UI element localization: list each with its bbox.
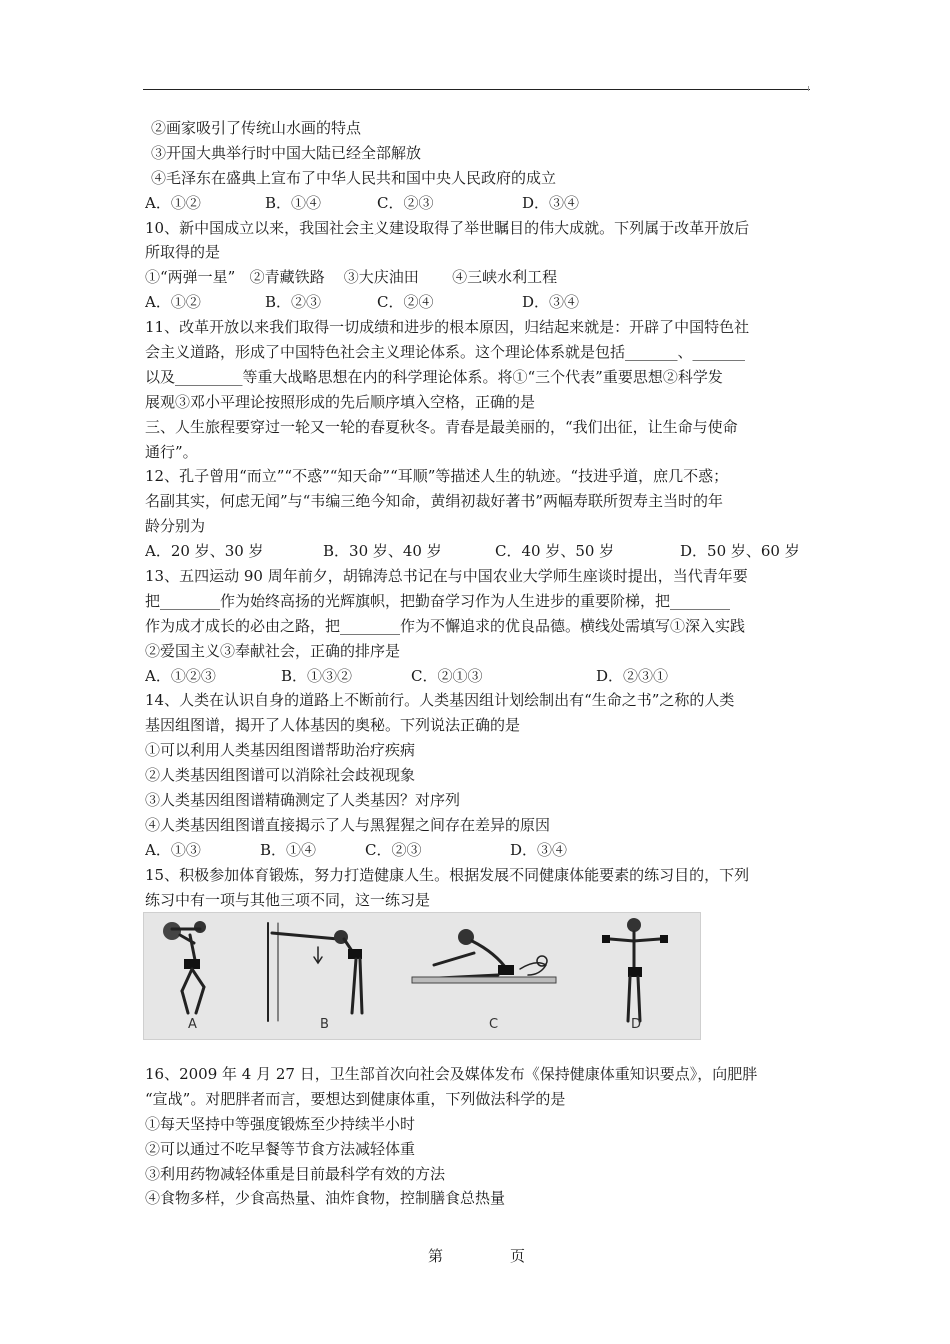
q11-stem: 会主义道路，形成了中国特色社会主义理论体系。这个理论体系就是包括_______、_______: [145, 343, 746, 362]
q13-stem: 把________作为始终高扬的光辉旗帜，把勤奋学习作为人生进步的重要阶梯，把________: [145, 591, 731, 610]
q12-stem: 龄分别为: [145, 517, 206, 536]
q14-item: ④人类基因组图谱直接揭示了人与黑猩猩之间存在差异的原因: [145, 815, 551, 834]
option: C．②③: [377, 193, 434, 212]
q12-options: [145, 539, 813, 564]
q14-item: ①可以利用人类基因组图谱帮助治疗疾病: [145, 741, 416, 760]
q16-item: ④食物多样，少食高热量、油炸食物，控制膳食总热量: [145, 1189, 506, 1208]
text-line: ④毛泽东在盛典上宣布了中华人民共和国中央人民政府的成立: [151, 168, 557, 187]
option: B．①④: [260, 840, 317, 859]
q14-item: ③人类基因组图谱精确测定了人类基因？对序列: [145, 791, 461, 810]
q14-item: ②人类基因组图谱可以消除社会歧视现象: [145, 766, 416, 785]
text-line: ②画家吸引了传统山水画的特点: [151, 119, 362, 137]
option: D．③④: [522, 193, 580, 212]
figure-c-forward-bend: [412, 929, 556, 983]
option: D．③④: [510, 840, 568, 859]
q13-stem: 作为成才成长的必由之路，把________作为不懈追求的优良品德。横线处需填写①深入实践: [145, 616, 746, 635]
figure-label-b: B: [320, 1017, 329, 1032]
q14-stem: 基因组图谱，揭开了人体基因的奥秘。下列说法正确的是: [145, 716, 521, 735]
option: B．30 岁、40 岁: [323, 542, 442, 561]
option: A．①②: [145, 293, 201, 312]
q11-stem: 以及_________等重大战略思想在内的科学理论体系。将①“三个代表”重要思想②科学发: [145, 367, 723, 386]
figure-a-squat: [163, 921, 206, 1013]
option: B．①④: [265, 193, 322, 212]
option: B．②③: [265, 293, 322, 312]
q16-item: ③利用药物减轻体重是目前最科学有效的方法: [145, 1164, 446, 1183]
q12-stem: 名副其实，何虑无闻”与“韦编三绝今知命，黄绢初裁好著书”两幅寿联所贺寿主当时的年: [145, 492, 724, 511]
q15-stem: 练习中有一项与其他三项不同，这一练习是: [145, 890, 431, 909]
q13-stem: 13、五四运动 90 周年前夕，胡锦涛总书记在与中国农业大学师生座谈时提出，当代青年要: [145, 567, 748, 586]
q15-stem: 15、积极参加体育锻炼，努力打造健康人生。根据发展不同健康体能要素的练习目的，下列: [145, 865, 750, 884]
q10-stem: 10、新中国成立以来，我国社会主义建设取得了举世瞩目的伟大成就。下列属于改革开放后: [145, 218, 750, 237]
figure-label-a: A: [188, 1017, 197, 1032]
q9-options: [145, 191, 813, 216]
q10-options: [145, 290, 813, 315]
option: C．40 岁、50 岁: [495, 542, 615, 561]
header-rule: [143, 89, 810, 90]
exercise-figure: [143, 912, 701, 1040]
option: A．①②③: [145, 666, 216, 685]
q14-options: [145, 838, 813, 863]
option: C．②④: [377, 293, 434, 312]
option: A．①②: [145, 193, 201, 212]
section-heading: 三、人生旅程要穿过一轮又一轮的春夏秋冬。青春是最美丽的，“我们出征，让生命与使命: [145, 417, 738, 436]
question-text-top: [145, 116, 813, 913]
footer-page-label-left: 第: [428, 1247, 444, 1265]
q14-stem: 14、人类在认识自身的道路上不断前行。人类基因组计划绘制出有“生命之书”之称的人类: [145, 691, 735, 710]
option: A．①③: [145, 840, 201, 859]
q10-items: ①“两弹一星” ②青藏铁路 ③大庆油田 ④三峡水利工程: [145, 268, 558, 287]
footer-page-label-right: 页: [510, 1247, 526, 1265]
option: A．20 岁、30 岁: [145, 542, 264, 561]
q16-stem: 16、2009 年 4 月 27 日，卫生部首次向社会及媒体发布《保持健康体重知识要点》，向肥胖: [145, 1065, 758, 1083]
option: D．③④: [522, 293, 580, 312]
q13-stem: ②爱国主义③奉献社会，正确的排序是: [145, 641, 401, 660]
q16-stem: “宣战”。对肥胖者而言，要想达到健康体重，下列做法科学的是: [145, 1089, 566, 1108]
figure-label-d: D: [631, 1017, 642, 1032]
q13-options: [145, 664, 813, 689]
header-rule-tick: [808, 86, 809, 91]
option: D．②③①: [596, 666, 669, 685]
q16-item: ①每天坚持中等强度锻炼至少持续半小时: [145, 1114, 416, 1133]
q16-item: ②可以通过不吃早餐等节食方法减轻体重: [145, 1139, 416, 1158]
q11-stem: 11、改革开放以来我们取得一切成绩和进步的根本原因，归结起来就是：开辟了中国特色社: [145, 318, 750, 337]
exercise-illustration: [144, 913, 700, 1039]
figure-d-dumbbells: [602, 918, 668, 1021]
question-text-bottom: [145, 1062, 813, 1211]
q11-stem: 展观③邓小平理论按照形成的先后顺序填入空格，正确的是: [145, 392, 536, 411]
option: C．②③: [365, 840, 422, 859]
figure-b-stretch: [268, 923, 362, 1021]
option: B．①③②: [281, 666, 353, 685]
figure-label-c: C: [489, 1017, 499, 1032]
text-line: ③开国大典举行时中国大陆已经全部解放: [151, 143, 422, 162]
section-heading: 通行”。: [145, 442, 198, 461]
q12-stem: 12、孔子曾用“而立”“不惑”“知天命”“耳顺”等描述人生的轨迹。“技进乎道，庶几不惑；: [145, 467, 729, 486]
option: D．50 岁、60 岁: [680, 542, 800, 561]
q10-stem: 所取得的是: [145, 243, 221, 262]
option: C．②①③: [411, 666, 483, 685]
